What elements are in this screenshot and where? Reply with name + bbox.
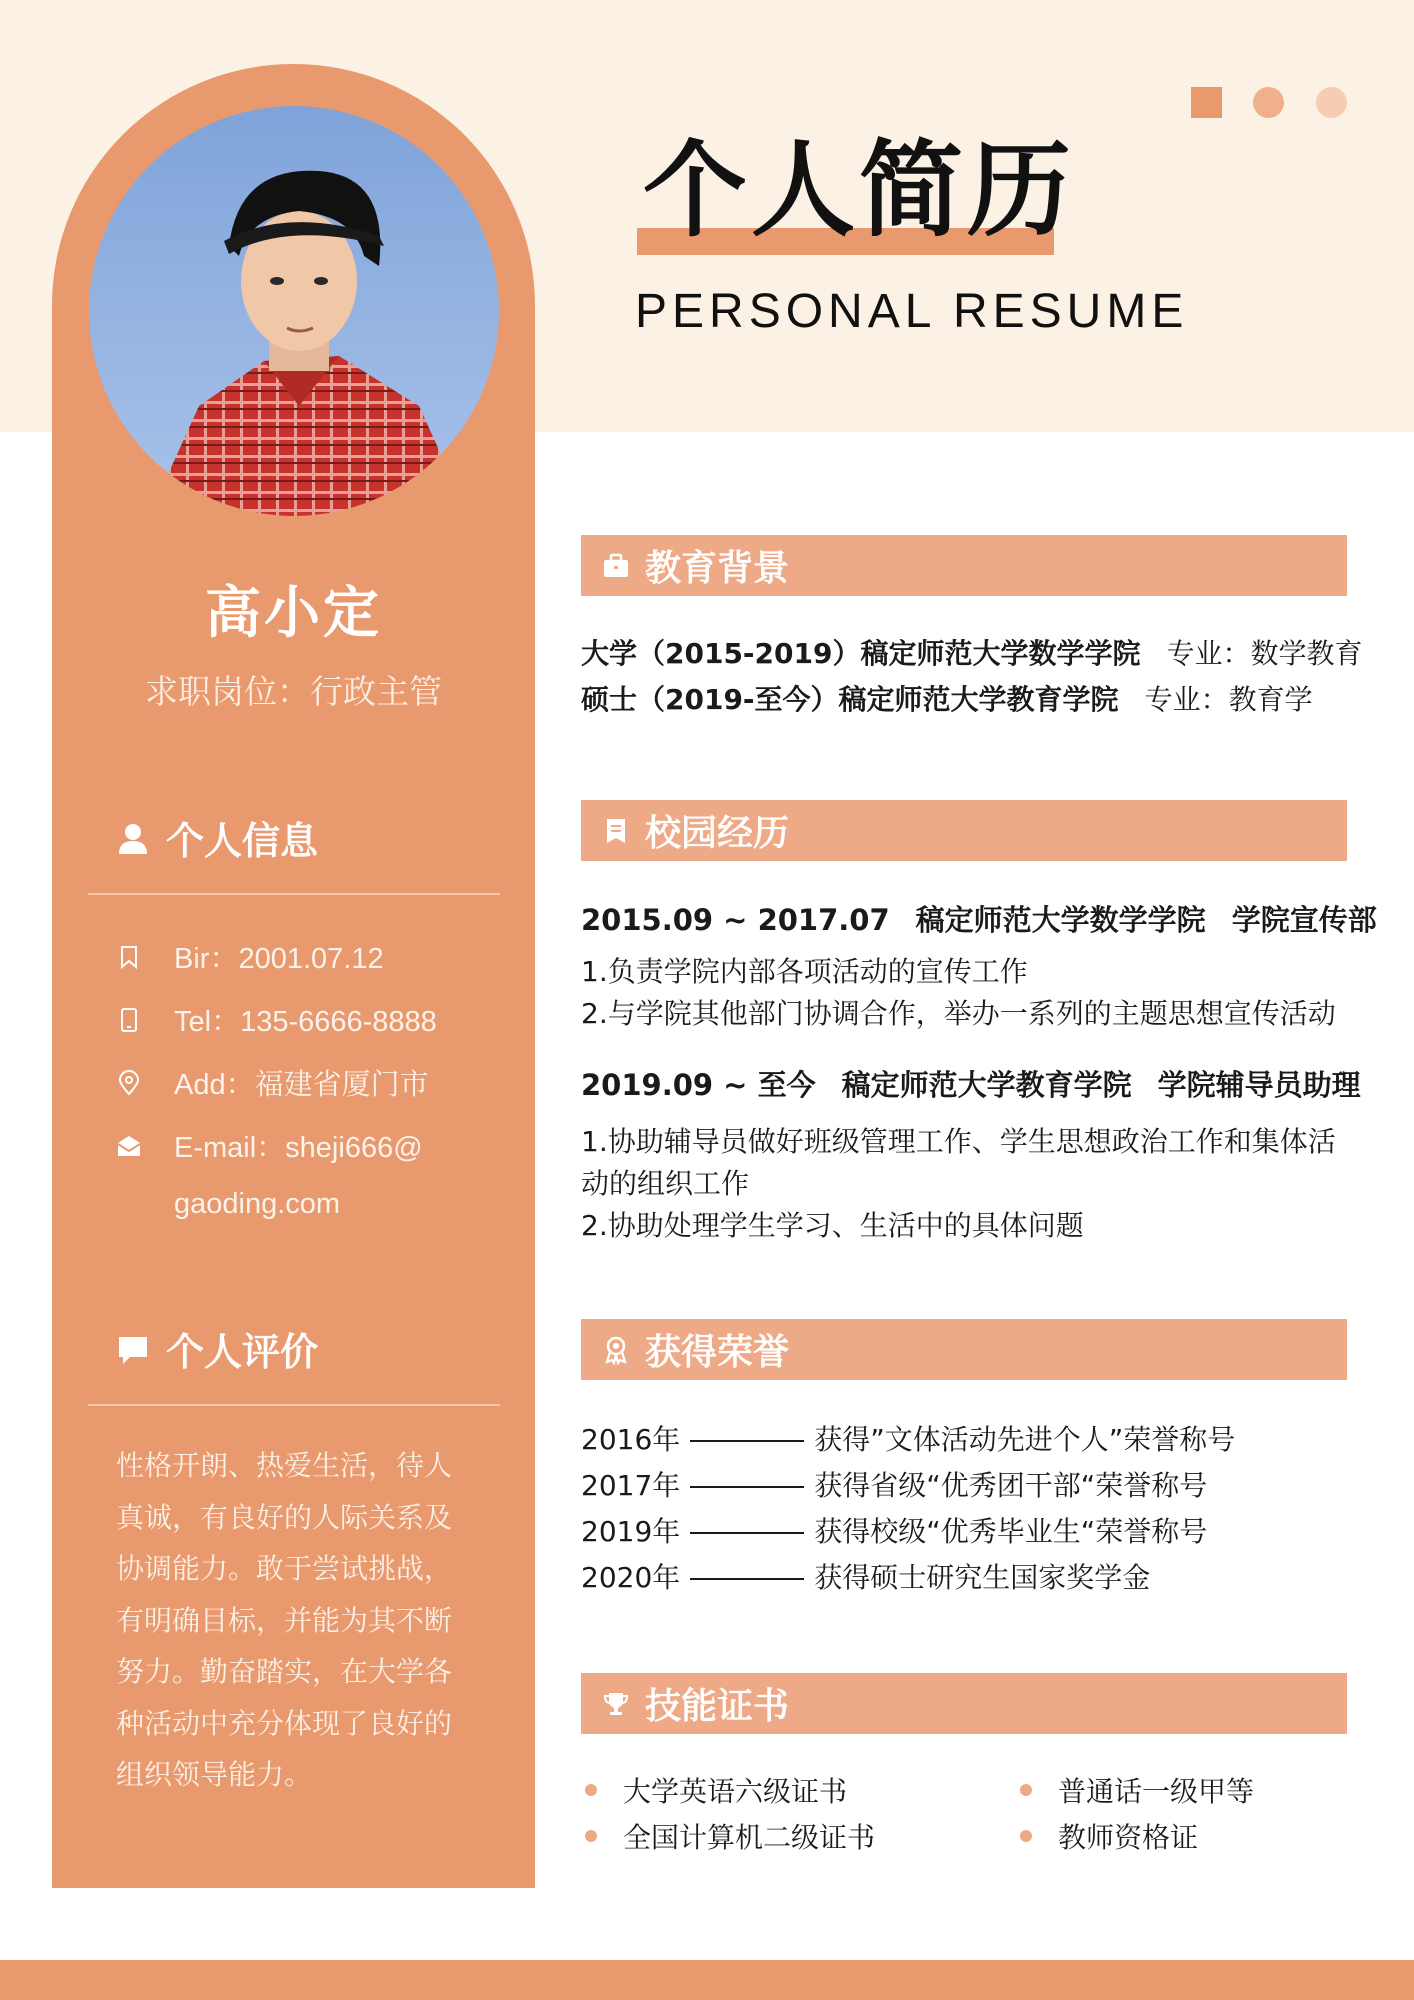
honor-item bbox=[581, 1418, 1235, 1458]
envelope-icon bbox=[116, 1133, 142, 1159]
dash-line bbox=[690, 1532, 804, 1534]
trophy-icon bbox=[601, 1689, 631, 1719]
email-text-line2: gaoding.com bbox=[174, 1188, 341, 1220]
education-degree: 大学（2015-2019）稿定师范大学数学学院 bbox=[581, 637, 1141, 670]
decor-square bbox=[1191, 87, 1222, 118]
eval-line: 组织领导能力。 bbox=[116, 1758, 313, 1791]
honors-section-header bbox=[581, 1319, 1347, 1380]
eval-line: 性格开朗、热爱生活，待人 bbox=[116, 1449, 453, 1482]
page-title: 个人简历 bbox=[643, 129, 1076, 251]
dash-line bbox=[690, 1440, 804, 1442]
decor-circle bbox=[1253, 87, 1284, 118]
personal-info-title: 个人信息 bbox=[166, 819, 319, 863]
campus-detail: 2.协助处理学生学习、生活中的具体问题 bbox=[581, 1209, 1084, 1242]
campus-detail: 1.负责学院内部各项活动的宣传工作 bbox=[581, 955, 1028, 988]
bookmark-icon bbox=[116, 944, 142, 970]
avatar bbox=[89, 106, 499, 516]
campus-detail: 动的组织工作 bbox=[581, 1167, 750, 1200]
honor-text: 获得校级“优秀毕业生“荣誉称号 bbox=[814, 1515, 1208, 1548]
education-degree: 硕士（2019-至今）稿定师范大学教育学院 bbox=[581, 683, 1119, 716]
divider bbox=[88, 1404, 500, 1406]
dash-line bbox=[690, 1578, 804, 1580]
skill-text: 教师资格证 bbox=[1058, 1821, 1199, 1854]
location-pin-icon bbox=[116, 1070, 142, 1096]
self-evaluation-heading bbox=[116, 1321, 318, 1376]
award-ribbon-icon bbox=[601, 1335, 631, 1365]
education-item bbox=[581, 632, 1363, 672]
education-title: 教育背景 bbox=[645, 548, 790, 589]
decor-circle-light bbox=[1316, 87, 1347, 118]
skill-text: 全国计算机二级证书 bbox=[623, 1821, 876, 1854]
campus-org: 稿定师范大学数学学院 bbox=[915, 903, 1206, 937]
campus-role: 学院宣传部 bbox=[1231, 903, 1377, 937]
chat-bubble-icon bbox=[116, 1332, 150, 1366]
eval-line: 有明确目标，并能为其不断 bbox=[116, 1603, 453, 1637]
dash-line bbox=[690, 1486, 804, 1488]
skill-item bbox=[1020, 1770, 1254, 1810]
skill-text: 大学英语六级证书 bbox=[623, 1775, 848, 1808]
skills-section-header bbox=[581, 1673, 1347, 1734]
briefcase-icon bbox=[601, 551, 631, 581]
user-icon bbox=[116, 821, 150, 855]
bullet-dot bbox=[585, 1830, 597, 1842]
eval-line: 努力。勤奋踏实，在大学各 bbox=[116, 1655, 453, 1688]
page-subtitle: PERSONAL RESUME bbox=[635, 285, 1189, 338]
skill-item bbox=[585, 1816, 875, 1856]
birthday-text: Bir：2001.07.12 bbox=[174, 943, 384, 975]
profile-name: 高小定 bbox=[205, 581, 382, 646]
skills-title: 技能证书 bbox=[645, 1686, 790, 1727]
honor-year: 2016年 bbox=[581, 1423, 681, 1456]
divider bbox=[88, 893, 500, 895]
honor-year: 2017年 bbox=[581, 1469, 681, 1502]
education-item bbox=[581, 678, 1313, 718]
honor-item bbox=[581, 1556, 1150, 1596]
campus-title: 校园经历 bbox=[645, 813, 790, 854]
address-row bbox=[116, 1062, 429, 1103]
honor-year: 2020年 bbox=[581, 1561, 681, 1594]
honor-item bbox=[581, 1510, 1207, 1550]
campus-detail: 2.与学院其他部门协调合作，举办一系列的主题思想宣传活动 bbox=[581, 997, 1336, 1030]
sidebar bbox=[52, 64, 535, 1888]
eval-line: 真诚，有良好的人际关系及 bbox=[116, 1500, 453, 1534]
honor-year: 2019年 bbox=[581, 1515, 681, 1548]
skill-text: 普通话一级甲等 bbox=[1058, 1775, 1255, 1808]
job-position: 求职岗位：行政主管 bbox=[145, 672, 442, 711]
bullet-dot bbox=[1020, 1830, 1032, 1842]
skill-item bbox=[585, 1770, 847, 1810]
honor-text: 获得”文体活动先进个人”荣誉称号 bbox=[814, 1423, 1236, 1456]
campus-period: 2015.09 ~ 2017.07 bbox=[581, 903, 890, 937]
honor-text: 获得硕士研究生国家奖学金 bbox=[814, 1561, 1151, 1594]
tel-row bbox=[116, 999, 437, 1040]
education-major: 专业：数学教育 bbox=[1166, 637, 1363, 670]
phone-icon bbox=[116, 1007, 142, 1033]
bullet-dot bbox=[1020, 1784, 1032, 1796]
portrait-photo-icon bbox=[89, 106, 499, 516]
footer-band bbox=[0, 1960, 1414, 2000]
email-row bbox=[116, 1125, 423, 1166]
honors-title: 获得荣誉 bbox=[645, 1332, 790, 1373]
address-text: Add：福建省厦门市 bbox=[174, 1069, 429, 1101]
campus-role: 学院辅导员助理 bbox=[1157, 1068, 1361, 1102]
campus-section-header bbox=[581, 800, 1347, 861]
education-major: 专业：教育学 bbox=[1144, 683, 1313, 716]
eval-line: 种活动中充分体现了良好的 bbox=[116, 1706, 453, 1740]
personal-info-heading bbox=[116, 810, 318, 865]
campus-detail: 1.协助辅导员做好班级管理工作、学生思想政治工作和集体活 bbox=[581, 1125, 1336, 1158]
campus-item-header bbox=[581, 898, 1377, 939]
email-text-line1: E-mail：sheji666@ bbox=[174, 1132, 423, 1164]
campus-org: 稿定师范大学教育学院 bbox=[841, 1068, 1132, 1102]
eval-line: 协调能力。敢于尝试挑战， bbox=[116, 1552, 453, 1585]
skill-item bbox=[1020, 1816, 1198, 1856]
notebook-icon bbox=[601, 816, 631, 846]
bullet-dot bbox=[585, 1784, 597, 1796]
honor-item bbox=[581, 1464, 1207, 1504]
education-section-header bbox=[581, 535, 1347, 596]
self-evaluation-text bbox=[116, 1440, 488, 1801]
birthday-row bbox=[116, 936, 384, 977]
tel-text: Tel：135-6666-8888 bbox=[174, 1006, 437, 1038]
honor-text: 获得省级“优秀团干部“荣誉称号 bbox=[814, 1469, 1208, 1502]
self-evaluation-title: 个人评价 bbox=[166, 1330, 319, 1374]
campus-period: 2019.09 ~ 至今 bbox=[581, 1068, 816, 1102]
campus-item-header bbox=[581, 1063, 1361, 1104]
